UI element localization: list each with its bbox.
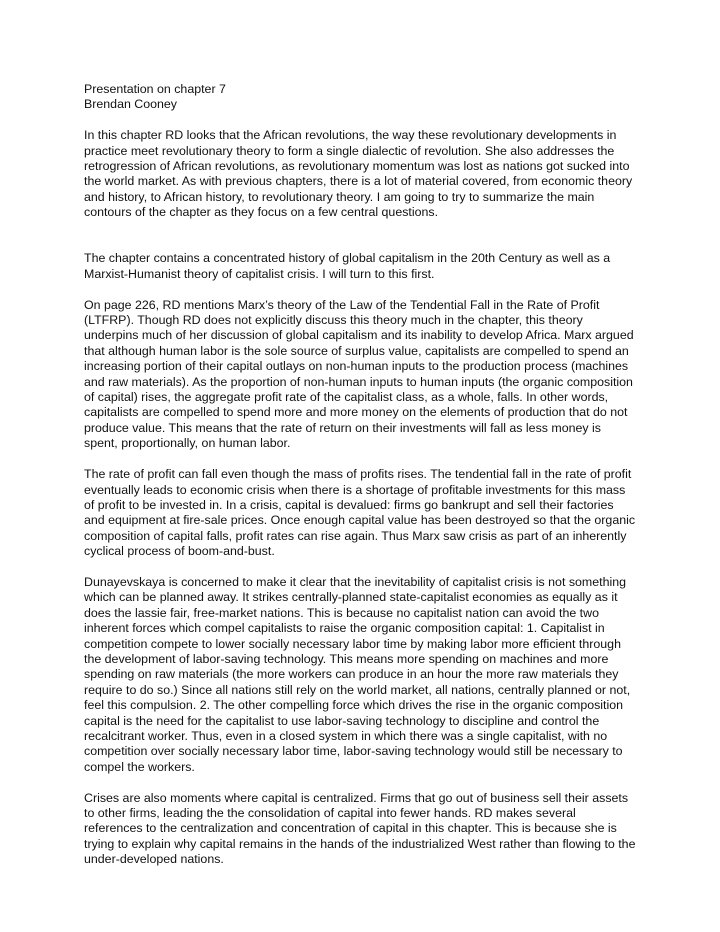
spacer: [84, 221, 636, 252]
spacer: [84, 560, 636, 575]
document-author: Brendan Cooney: [84, 97, 177, 112]
spacer: [84, 452, 636, 467]
paragraph-intro: In this chapter RD looks that the African revolutions, the way these revolutionary developments in practice meet revolutionary theory to form a single dialectic of revolution. She also addresses the retrogression of African revolutions, as revolutionary momentum was lost as nations got sucked into the world market. As with previous chapters, there is a lot of material covered, from economic theory and history, to African history, to revolutionary theory. I am going to try to summarize the main contours of the chapter as they focus on a few central questions.: [84, 128, 633, 220]
paragraph-rate-of-profit: The rate of profit can fall even though the mass of profits rises. The tendential fall in the rate of profit eventually leads to economic crisis when there is a shortage of profitable investments for this mass of profit to be invested in. In a crisis, capital is devalued: firms go bankrupt and sell their factories and equipment at fire-sale prices. Once enough capital value has been destroyed so that the organic composition of capital falls, profit rates can rise again. Thus Marx saw crisis as part of an inherently cyclical process of boom-and-bust.: [84, 467, 636, 559]
spacer: [84, 113, 636, 128]
paragraph-centralization: Crises are also moments where capital is centralized. Firms that go out of business sell their assets to other firms, leading the the consolidation of capital into fewer hands. RD makes several references to the centralization and concentration of capital in this chapter. This is because she is trying to explain why capital remains in the hands of the industrialized West rather than flowing to the under-developed nations.: [84, 790, 636, 867]
paragraph-ltfrp: On page 226, RD mentions Marx’s theory of the Law of the Tendential Fall in the Rate of Profit (LTFRP). Though RD does not explicitly discuss this theory much in the chapter, this theory underpins much of her discussion of global capitalism and its inability to develop Africa. Marx argued that although human labor is the sole source of surplus value, capitalists are compelled to spend an increasing portion of their capital outlays on non-human inputs to the production process (machines and raw materials). As the proportion of non-human inputs to human inputs (the organic composition of capital) rises, the aggregate profit rate of the capitalist class, as a whole, falls. In other words, capitalists are compelled to spend more and more money on the elements of production that do not produce value. This means that the rate of return on their investments will fall as less money is spent, proportionally, on human labor.: [84, 297, 634, 451]
paragraph-chapter-overview: The chapter contains a concentrated history of global capitalism in the 20th Century as well as a Marxist-Humanist theory of capitalist crisis. I will turn to this first.: [84, 251, 611, 281]
spacer: [84, 775, 636, 790]
paragraph-dunayevskaya: Dunayevskaya is concerned to make it clear that the inevitability of capitalist crisis is not something which can be planned away. It strikes centrally-planned state-capitalist economies as equally as it does the lassie fair, free-market nations. This is because no capitalist nation can avoid the two inherent forces which compel capitalists to raise the organic composition capital: 1. Capitalist in competition compete to lower socially necessary labor time by making labor more efficient through the development of labor-saving technology. This means more spending on machines and more spending on raw materials (the more workers can produce in an hour the more raw materials they require to do so.) Since all nations still rely on the world market, all nations, centrally planned or not, feel this compulsion. 2. The other compelling force which drives the rise in the organic composition capital is the need for the capitalist to use labor-saving technology to discipline and control the recalcitrant worker. Thus, even in a closed system in which there was a single capitalist, with no competition over socially necessary labor time, labor-saving technology would still be necessary to compel the workers.: [84, 574, 631, 774]
document-title: Presentation on chapter 7: [84, 82, 226, 96]
document-page: [84, 82, 636, 868]
spacer: [84, 282, 636, 297]
